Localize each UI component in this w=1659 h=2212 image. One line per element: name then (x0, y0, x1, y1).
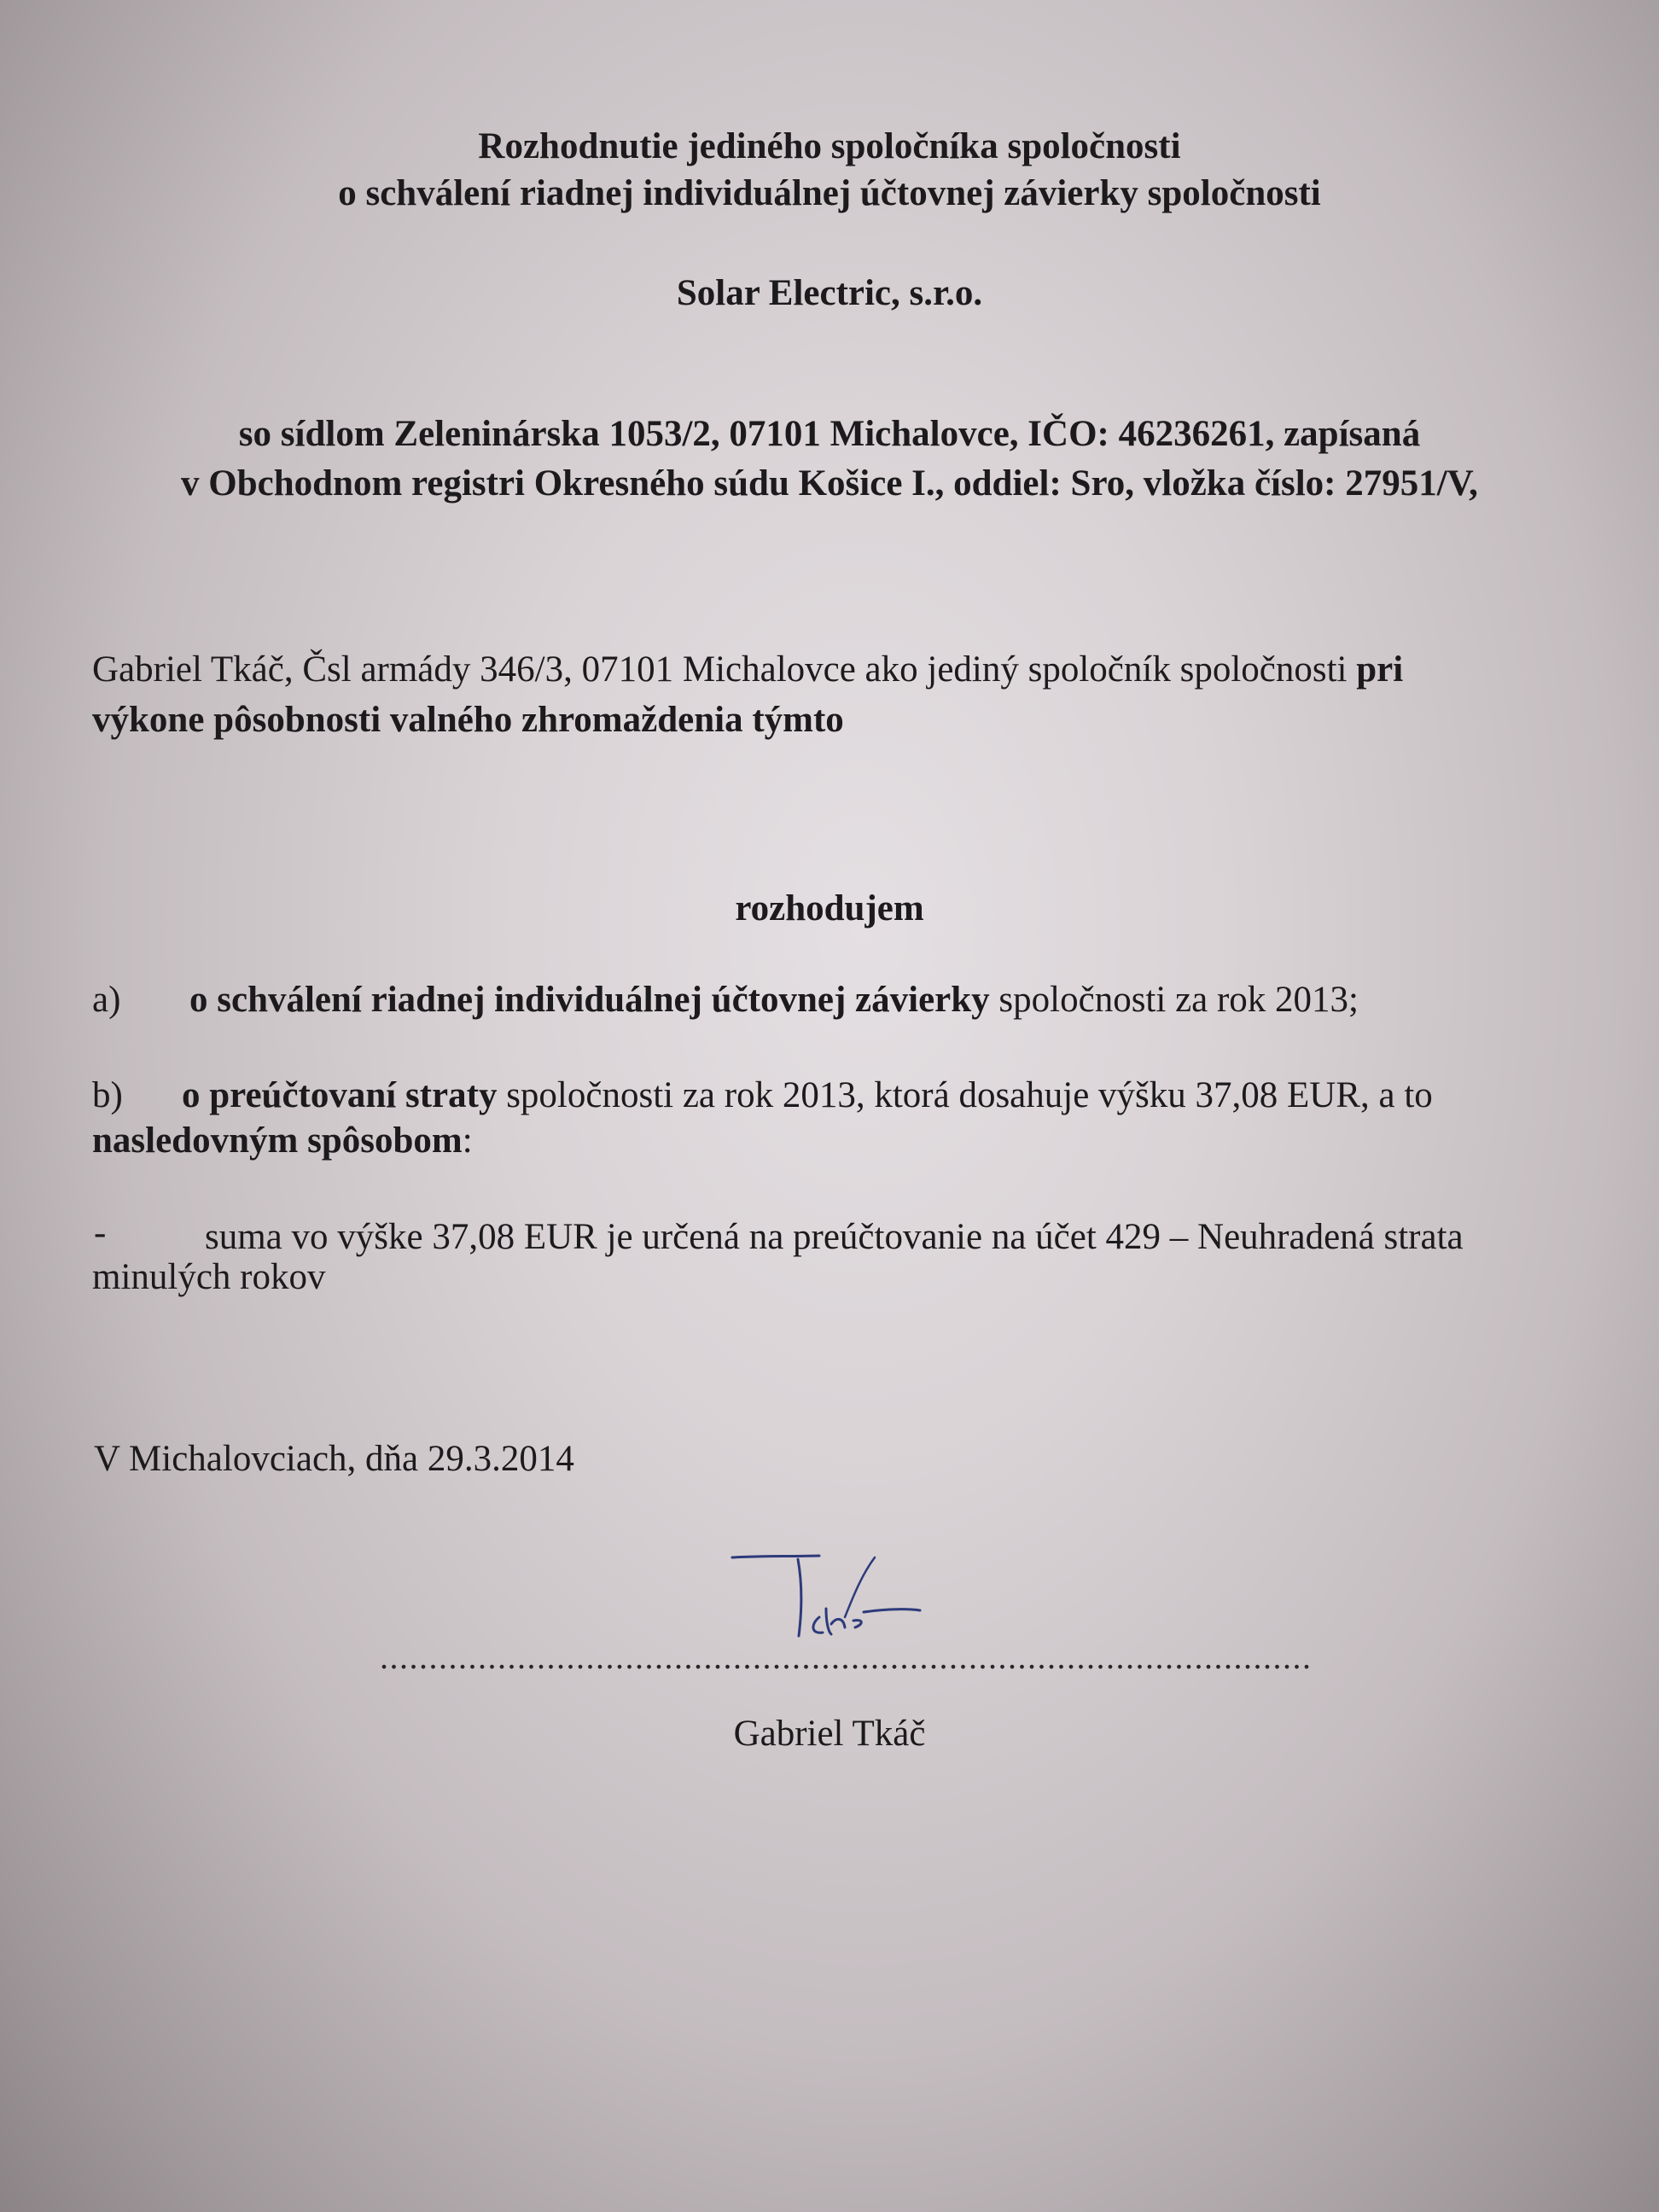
decision-heading: rozhodujem (735, 888, 924, 928)
item-b-bold: o preúčtovaní straty (182, 1075, 498, 1115)
intro-line-1-bold: pri (1356, 649, 1404, 690)
item-b-line-2 (92, 1122, 473, 1159)
dash-line-1: suma vo výške 37,08 EUR je určená na preúčtovanie na účet 429 – Neuhradená strata (205, 1217, 1464, 1257)
item-b-normal: spoločnosti za rok 2013, ktorá dosahuje výšku 37,08 EUR, a to (497, 1075, 1433, 1115)
place-date: V Michalovciach, dňa 29.3.2014 (94, 1439, 574, 1479)
title-line-1: Rozhodnutie jediného spoločníka spoločnosti (478, 126, 1181, 166)
company-name: Solar Electric, s.r.o. (676, 273, 983, 313)
dash-label: - (94, 1213, 107, 1253)
item-a-text (189, 981, 1359, 1018)
signatory-name: Gabriel Tkáč (733, 1714, 926, 1754)
intro-line-1-normal: Gabriel Tkáč, Čsl armády 346/3, 07101 Michalovce ako jediný spoločník spoločnosti (92, 649, 1357, 690)
item-b-line-2-bold: nasledovným spôsobom (92, 1121, 463, 1161)
registration-line-2: v Obchodnom registri Okresného súdu Košice I., oddiel: Sro, vložka číslo: 27951/V, (181, 463, 1478, 504)
item-b-text (182, 1077, 1433, 1114)
item-a-bold: o schválení riadnej individuálnej účtovnej závierky (189, 980, 990, 1020)
registration-line-1: so sídlom Zeleninárska 1053/2, 07101 Michalovce, IČO: 46236261, zapísaná (238, 414, 1421, 454)
item-b-line-2-normal: : (462, 1121, 473, 1161)
item-a-label: a) (92, 980, 121, 1020)
intro-line-1 (92, 651, 1403, 688)
signature-line: ............................................................................................... (380, 1638, 1313, 1676)
title-line-2: o schválení riadnej individuálnej účtovnej závierky spoločnosti (338, 173, 1321, 213)
item-a-normal: spoločnosti za rok 2013; (989, 980, 1359, 1020)
dash-line-2: minulých rokov (92, 1257, 326, 1297)
intro-line-2: výkone pôsobnosti valného zhromaždenia týmto (92, 700, 844, 740)
item-b-label: b) (92, 1075, 123, 1115)
